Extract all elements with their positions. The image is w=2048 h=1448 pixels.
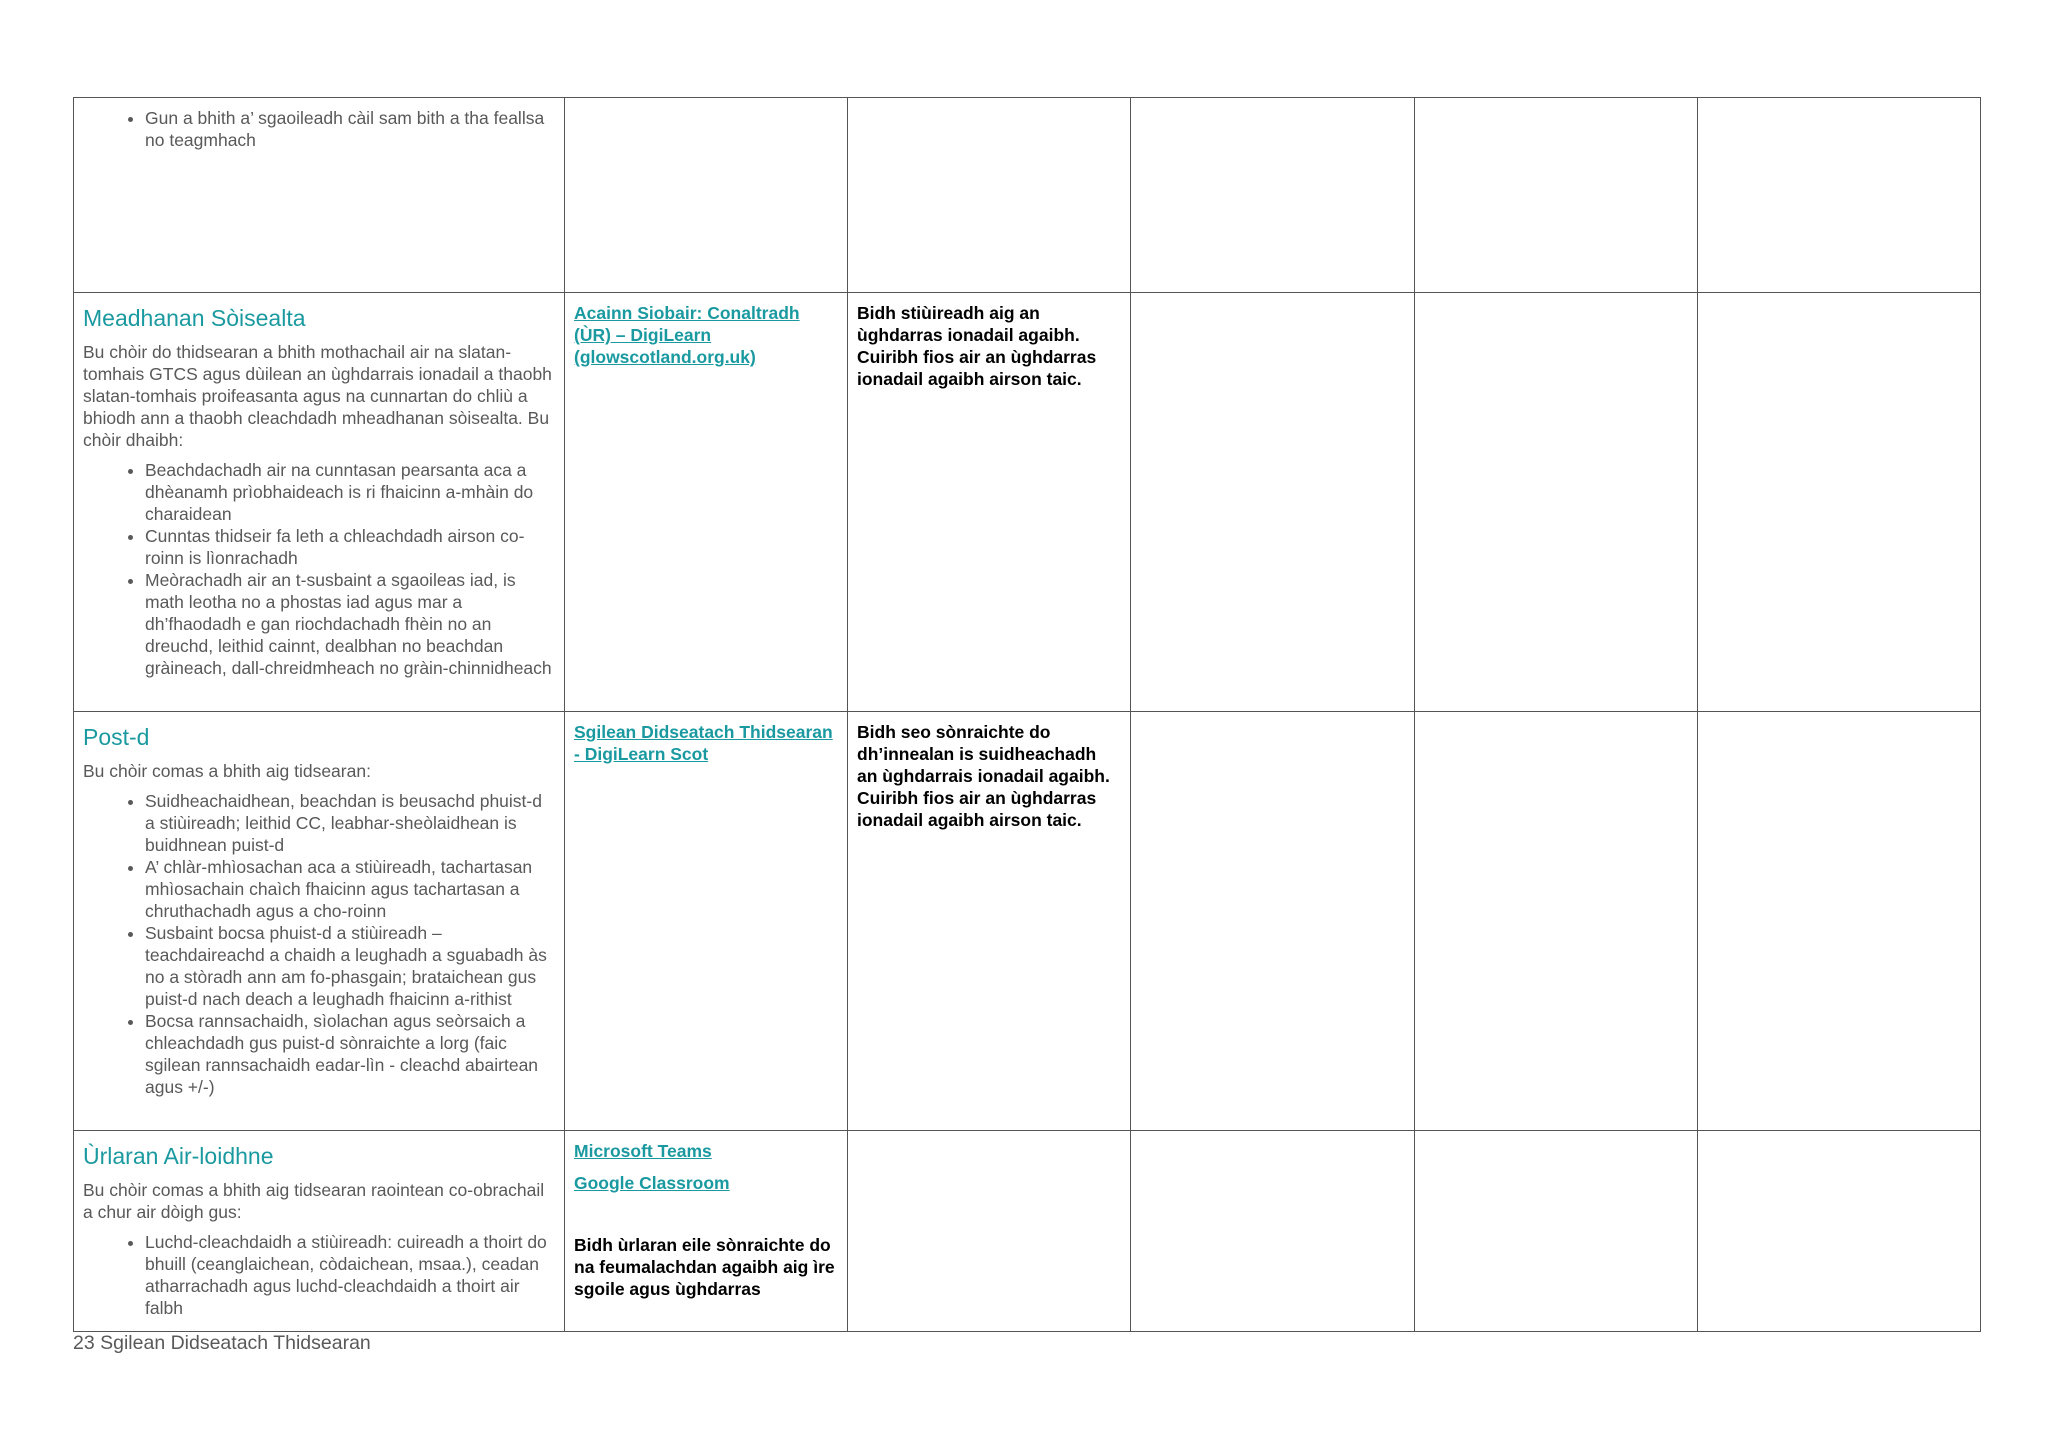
resources-cell — [565, 293, 848, 712]
list-item: • A’ chlàr-mhìosachan aca a stiùireadh, tachartasan mhìosachain chaìch fhaicinn agus tachartasan a chruthachadh agus a cho-roinn — [145, 856, 555, 922]
support-note: Bidh ùrlaran eile sònraichte do na feumalachdan agaibh aig ìre sgoile agus ùghdarras — [574, 1235, 835, 1299]
empty-cell — [1131, 1131, 1415, 1332]
google-classroom-link[interactable]: Google Classroom — [574, 1173, 730, 1193]
list-item: • Cunntas thidseir fa leth a chleachdadh airson co-roinn is lìonrachadh — [145, 525, 555, 569]
resource-link[interactable]: Acainn Siobair: Conaltradh (ÙR) – DigiLearn (glowscotland.org.uk) — [574, 303, 800, 367]
section-heading: Meadhanan Sòisealta — [83, 305, 306, 331]
microsoft-teams-link[interactable]: Microsoft Teams — [574, 1141, 712, 1161]
topic-cell — [74, 1131, 565, 1332]
intro-text: Bu chòir comas a bhith aig tidsearan raointean co-obrachail a chur air dòigh gus: — [83, 1180, 545, 1222]
section-heading: Ùrlaran Air-loidhne — [83, 1143, 274, 1169]
empty-cell — [1698, 98, 1981, 293]
topic-cell — [74, 712, 565, 1131]
table-row — [74, 293, 1981, 712]
list-item: • Susbaint bocsa phuist-d a stiùireadh – teachdaireachd a chaidh a leughadh a sguabadh às no a stòradh ann am fo-phasgain; brataichean gus puist-d nach deach a leughadh fhaicinn a-rithist — [145, 922, 555, 1010]
topic-cell — [74, 98, 565, 293]
notes-cell — [848, 1131, 1131, 1332]
intro-text: Bu chòir do thidsearan a bhith mothachail air na slatan-tomhais GTCS agus dùilean an ùghdarrais ionadail a thaobh slatan-tomhais proifeasanta agus na cunnartan do chliù a bhiodh ann a thaobh cleachdadh mheadhanan sòisealta. Bu chòir dhaibh: — [83, 342, 552, 450]
support-note: Bidh seo sònraichte do dh’innealan is suidheachadh an ùghdarrais ionadail agaibh. Cuiribh fios air an ùghdarras ionadail agaibh airson taic. — [857, 722, 1110, 830]
bullet-list — [83, 107, 555, 151]
resources-cell — [565, 1131, 848, 1332]
notes-cell — [848, 293, 1131, 712]
empty-cell — [1415, 1131, 1698, 1332]
table-row — [74, 98, 1981, 293]
resource-link[interactable]: Sgilean Didseatach Thidsearan - DigiLearn Scot — [574, 722, 833, 764]
intro-text: Bu chòir comas a bhith aig tidsearan: — [83, 761, 371, 781]
empty-cell — [1698, 712, 1981, 1131]
list-item: • Luchd-cleachdaidh a stiùireadh: cuireadh a thoirt do bhuill (ceanglaichean, còdaichean, msaa.), ceadan atharrachadh agus luchd-cleachdaidh a thoirt air falbh — [145, 1231, 555, 1319]
empty-cell — [1415, 712, 1698, 1131]
guidance-table — [73, 97, 1981, 1332]
section-heading: Post-d — [83, 724, 150, 750]
empty-cell — [1131, 293, 1415, 712]
empty-cell — [1415, 98, 1698, 293]
resources-cell — [565, 712, 848, 1131]
empty-cell — [1131, 712, 1415, 1131]
empty-cell — [1698, 293, 1981, 712]
list-item: • Beachdachadh air na cunntasan pearsanta aca a dhèanamh prìobhaideach is ri fhaicinn a-mhàin do charaidean — [145, 459, 555, 525]
list-item: • Bocsa rannsachaidh, sìolachan agus seòrsaich a chleachdadh gus puist-d sònraichte a lorg (faic sgilean rannsachaidh eadar-lìn - cleachd abairtean agus +/-) — [145, 1010, 555, 1098]
page-footer: 23 Sgilean Didseatach Thidsearan — [73, 1332, 371, 1354]
resources-cell — [565, 98, 848, 293]
empty-cell — [1698, 1131, 1981, 1332]
list-item: • Meòrachadh air an t-susbaint a sgaoileas iad, is math leotha no a phostas iad agus mar a dh’fhaodadh e gan riochdachadh fhèin no an dreuchd, leithid cainnt, dealbhan no beachdan gràineach, dall-chreidmheach no gràin-chinnidheach — [145, 569, 555, 679]
bullet-list — [83, 790, 555, 1098]
list-item: • Suidheachaidhean, beachdan is beusachd phuist-d a stiùireadh; leithid CC, leabhar-sheòlaidhean is buidhnean puist-d — [145, 790, 555, 856]
notes-cell — [848, 98, 1131, 293]
empty-cell — [1131, 98, 1415, 293]
table-row — [74, 1131, 1981, 1332]
table-row — [74, 712, 1981, 1131]
notes-cell — [848, 712, 1131, 1131]
bullet-list — [83, 459, 555, 679]
bullet-list — [83, 1231, 555, 1319]
topic-cell — [74, 293, 565, 712]
support-note: Bidh stiùireadh aig an ùghdarras ionadail agaibh. Cuiribh fios air an ùghdarras ionadail agaibh airson taic. — [857, 303, 1097, 389]
list-item: • Gun a bhith a’ sgaoileadh càil sam bith a tha feallsa no teagmhach — [145, 107, 555, 151]
empty-cell — [1415, 293, 1698, 712]
